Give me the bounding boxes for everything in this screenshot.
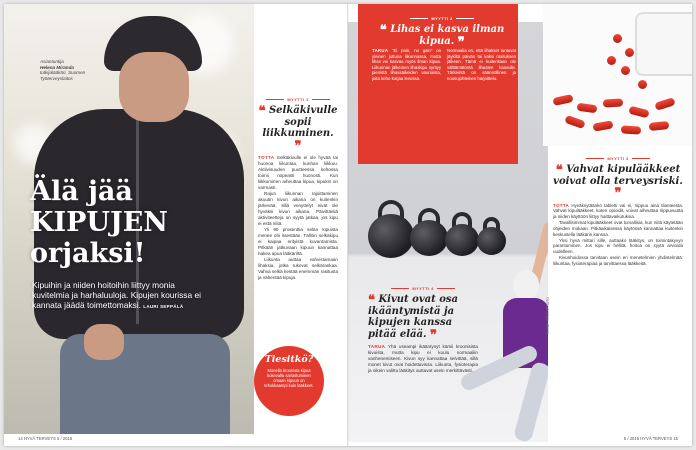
lead-paragraph [32,280,204,313]
quote-close-icon: ❞ [457,34,465,50]
lead-author: LAURI SEPPÄLÄ [143,304,184,310]
myth-3-tag: MYYTTI 3 [553,156,683,161]
myth-2-col-1: TARUA "Ei pain, no gain" on yleinen juttuna liikunnassa, mutta lihas voi kasvaa myös ilman kipua. Liikunnan jälkeinen lihaskipu syntyy pienistä lihassäikeiden vaurioista, joita keho korjaa levossa. [372,48,441,81]
badge-text: Monella kroonista kipua kokevalla sairastuminen omaan kipuun on tehokkaampi kuin lääkkeet. [264,368,314,388]
badge-title: Tiesitkö? [264,354,314,365]
myth-2-heading: ❝ Lihas ei kasva ilman kipua. ❞ [379,23,505,50]
myth-4-heading: ❝ Kivut ovat osa ikääntymistä ja kipujen kanssa pitää elää. ❞ [368,293,458,343]
myth-4-body: TARUA Yhä useampi ikääntynyt kärsii kroonisista kivuista, mutta kipu ei kuulu normaaliin vanhenemiseen. Kivun syy kannattaa selvittää, sillä monet kivut ovat hoidettavissa. Liikunta, fysioterapia ja oikein valittu lääkitys auttavat usein merkittävästi. [368,344,478,373]
quote-close-icon: ❞ [294,138,302,154]
myth-2-tag: MYYTTI 2 [372,16,512,21]
pill-bottle [635,12,692,76]
myth-1-body: TOTTA Selkäkivulle ei ole hyvää tai huonoa liikuntaa, kunhan liikkuu. Aktiivisuuden puutteessa kehossa toimii nopeasti huonosti. Kun liikkuminen aiheuttaa kipua, kipukin on varmasti. Rajun liikunnan rajoittaminen akuutin kivun aikana on kuitenkin järkevää, sillä venyttelyt eivät ole hyväksi kivun aikana. Päivittäisiä aktiviteetteja on syytä jatkaa, jos kipu ei estä niitä. Yli 90 prosenttia selän kipuista menee ohi itsestään. Tällöin selkäkipu ei kaipaa erityistä kuvantamista. Pitkään jatkuvaan kipuun kannattaa hakea apua lääkäriltä. Liikunta auttaa vahvistamaan lihaksia, jotka tukevat selkärankaa. Vahva selkä kestää enemmän rasitusta ja vähentää kipuja. [258,155,338,280]
woman-leg [513,361,548,442]
myth-1-column [258,97,338,281]
quote-close-icon: ❞ [429,327,437,343]
caption-role: tutkijalääkäri, Suomen Työterveyslaitos [40,70,86,81]
did-you-know-badge [254,346,324,416]
myth-4-tag: MYYTTI 4 [368,286,478,291]
myth-2-verdict: TARUA [372,48,389,53]
myth-2-box [358,4,518,164]
myth-4-verdict: TARUA [368,344,386,349]
myth-3-body: TOTTA Hyväksytäänkö tabletti vai ei, riippuu aina tilanteesta. Vahvat kipulääkkeet, kuten opioidit, voivat aiheuttaa riippuvuutta ja niiden käyttöön liittyy haittavaikutuksia. Tavallisimmat kipulääkkeet ovat turvallisia, kun niitä käytetään ohjeiden mukaan. Pitkäaikaisessa käytössä kannattaa kuitenkin keskustella lääkärin kanssa. Yksi hyvä mittari sille, auttaako lääkitys, on toimintakyvyn parantuminen. Jos kipu ei hellitä, hoitoa on syytä arvioida uudelleen. Kivunhoidossa tarvitaan usein eri menetelmien yhdistelmää: liikuntaa, fysioterapiaa ja tarvittaessa lääkkeitä. [553,202,683,266]
myth-1-tag: MYYTTI 1 [258,97,338,102]
kettlebell-icon [410,220,448,256]
quote-open-icon: ❝ [368,293,375,308]
right-footer: 5 / 2016 HYVÄ TERVEYS 15 [623,436,678,441]
left-footer: 14 HYVÄ TERVEYS 5 / 2016 [18,436,73,441]
photo-credit: KUVAT: ISTOCKPHOTO [546,297,550,334]
myth-1-verdict: TOTTA [258,155,275,160]
pill-bottle-photo [543,4,692,146]
myth-3-verdict: TOTTA [553,202,570,208]
page-headline: Älä jää KIPUJEN orjaksi! [30,176,168,269]
page-gutter [347,4,349,446]
caption-label: Asiantuntija [40,59,64,64]
myth-2-col-2: Normaalia on, että lihakset tuntuvat jäykiltä päivän tai kaksi rasituksen jälkeen. Tämä ei kuitenkaan ole välttämätöntä lihasten kasvulle. Tärkeintä on säännöllinen ja nousujohteinen harjoittelu. [447,48,516,81]
runner-hand [84,324,124,360]
myth-3-heading: ❝ Vahvat kipulääkkeet voivat olla terveysriski. ❞ [553,163,683,201]
right-page [348,4,692,446]
quote-open-icon: ❝ [258,104,266,119]
quote-open-icon: ❝ [555,163,563,178]
woman-head [513,270,539,300]
myth-3-column [553,156,683,267]
expert-caption [40,59,110,81]
left-page [4,4,348,446]
kettlebell-icon [445,224,479,256]
quote-close-icon: ❞ [614,186,622,201]
kettlebell-icon [477,227,506,255]
quote-open-icon: ❝ [379,23,387,38]
magazine-spread [4,4,692,446]
kettlebell-icon [368,214,414,258]
runner-face [119,52,189,122]
lead-text: Kipuihin ja niiden hoitoihin liittyy monia kuvitelmia ja harhaluuloja. Kipujen kourissa ei kannata jäädä toimettomaksi. [32,280,201,311]
myth-4-column [368,286,478,374]
myth-1-heading: ❝ Selkäkivulle sopii liikkuminen. ❞ [258,104,338,154]
caption-name: Helena Miranda [40,64,74,70]
